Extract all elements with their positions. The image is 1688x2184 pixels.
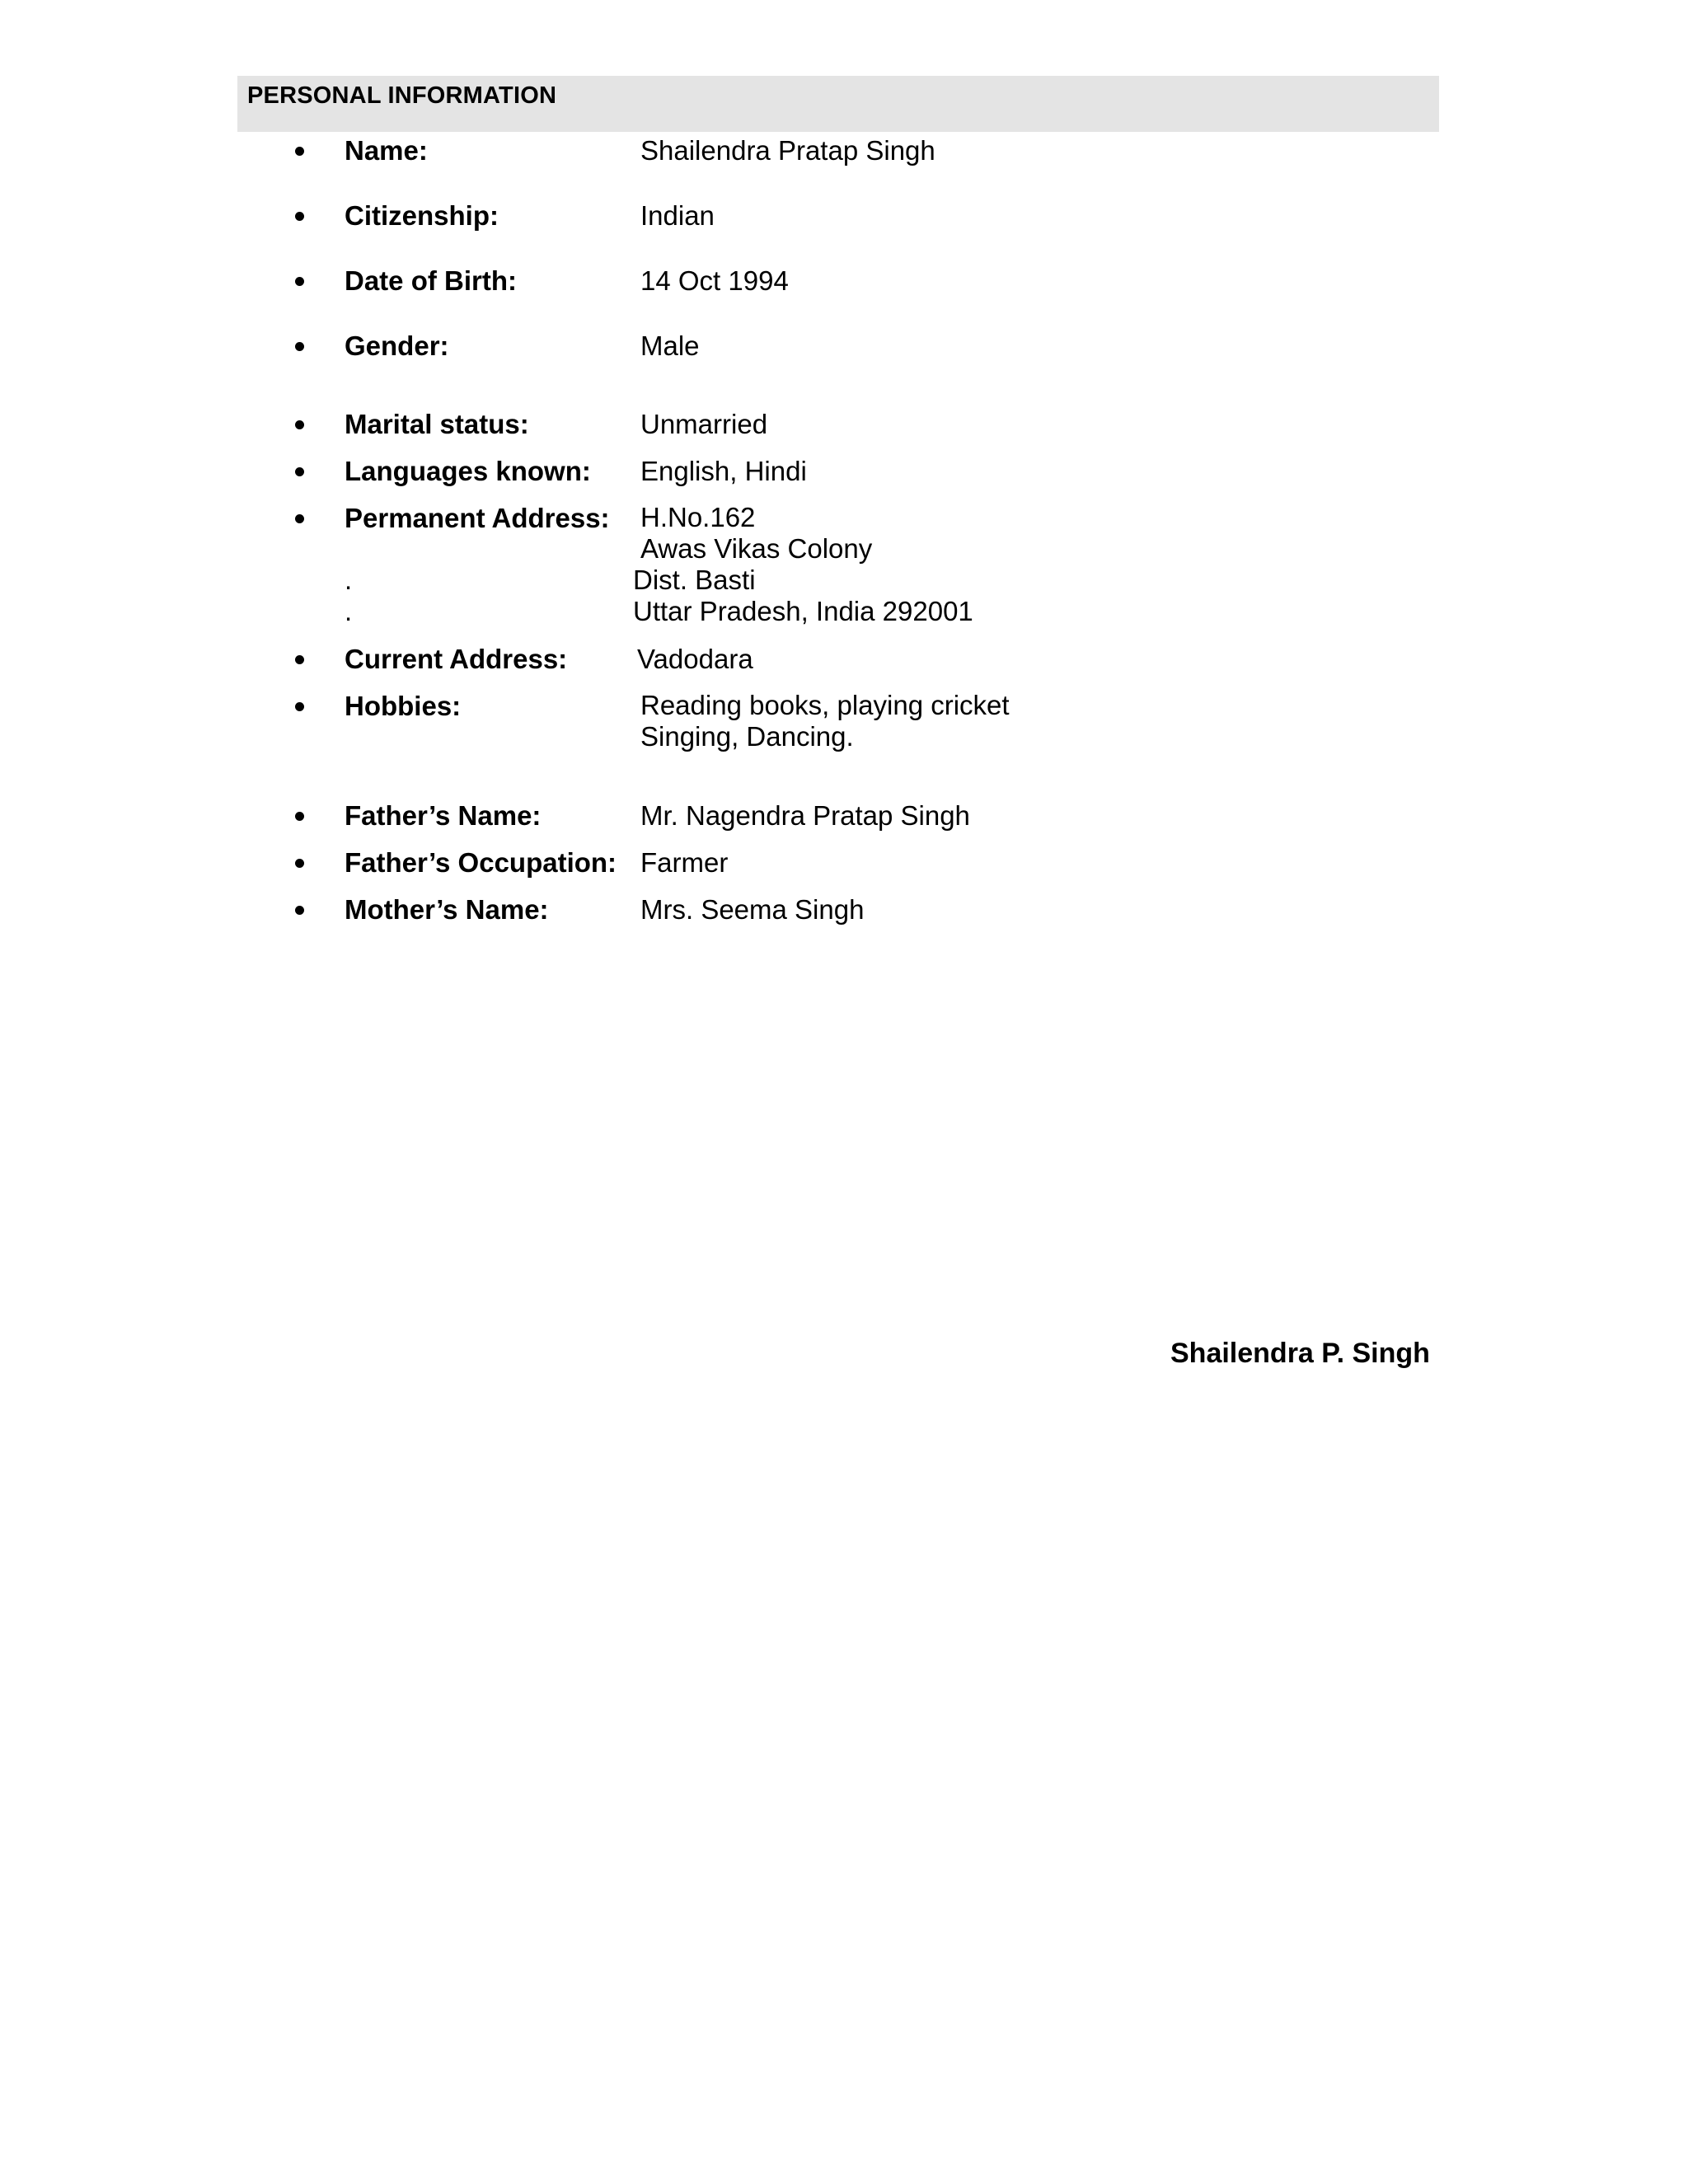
address-dot-marker: . xyxy=(345,596,353,626)
bullet-icon xyxy=(295,420,304,429)
address-line: Uttar Pradesh, India 292001 xyxy=(633,596,973,626)
bullet-icon xyxy=(295,906,304,915)
section-header xyxy=(237,76,1439,132)
field-row-father-occupation xyxy=(0,846,1688,879)
field-value: Unmarried xyxy=(640,409,768,439)
field-row-father-name xyxy=(0,799,1688,832)
bullet-icon xyxy=(295,212,304,221)
field-row-gender xyxy=(0,330,1688,363)
field-value: Vadodara xyxy=(637,644,753,674)
field-row-marital xyxy=(0,408,1688,441)
address-line: Awas Vikas Colony xyxy=(640,533,873,564)
field-value: Farmer xyxy=(640,847,729,878)
section-title: PERSONAL INFORMATION xyxy=(247,82,557,109)
field-row-name xyxy=(0,134,1688,167)
bullet-icon xyxy=(295,812,304,821)
field-row-mother-name xyxy=(0,893,1688,926)
bullet-icon xyxy=(295,277,304,286)
field-label: Date of Birth: xyxy=(345,265,517,296)
field-label: Mother’s Name: xyxy=(345,894,549,925)
field-label: Gender: xyxy=(345,330,449,361)
field-row-current-address xyxy=(0,643,1688,676)
bullet-icon xyxy=(295,147,304,156)
field-value: Indian xyxy=(640,200,715,231)
field-value: Male xyxy=(640,330,700,361)
field-value: Mr. Nagendra Pratap Singh xyxy=(640,800,970,831)
field-label: Current Address: xyxy=(345,644,568,674)
field-value-multiline xyxy=(640,690,1010,752)
address-line: Dist. Basti xyxy=(633,565,756,595)
field-row-permanent-address xyxy=(0,502,1688,634)
field-value: 14 Oct 1994 xyxy=(640,265,789,296)
field-row-hobbies xyxy=(0,690,1688,756)
field-label: Father’s Name: xyxy=(345,800,542,831)
bullet-icon xyxy=(295,859,304,868)
hobbies-line: Reading books, playing cricket xyxy=(640,690,1010,720)
field-row-citizenship xyxy=(0,199,1688,232)
field-value-multiline xyxy=(633,502,973,627)
address-dot-marker: . xyxy=(345,565,353,595)
bullet-icon xyxy=(295,467,304,476)
field-label: Languages known: xyxy=(345,456,591,486)
field-label: Citizenship: xyxy=(345,200,499,231)
address-line: H.No.162 xyxy=(640,502,756,532)
field-row-dob xyxy=(0,265,1688,298)
bullet-icon xyxy=(295,342,304,351)
field-label: Hobbies: xyxy=(345,691,462,721)
bullet-icon xyxy=(295,514,304,523)
field-row-languages xyxy=(0,455,1688,488)
hobbies-line: Singing, Dancing. xyxy=(640,721,854,752)
field-value: Shailendra Pratap Singh xyxy=(640,135,935,166)
field-label: Name: xyxy=(345,135,428,166)
field-label: Father’s Occupation: xyxy=(345,847,617,878)
bullet-icon xyxy=(295,702,304,711)
field-label: Marital status: xyxy=(345,409,529,439)
signature-name: Shailendra P. Singh xyxy=(1170,1338,1430,1369)
field-label: Permanent Address: xyxy=(345,503,610,533)
field-value: Mrs. Seema Singh xyxy=(640,894,865,925)
bullet-icon xyxy=(295,655,304,664)
field-value: English, Hindi xyxy=(640,456,807,486)
